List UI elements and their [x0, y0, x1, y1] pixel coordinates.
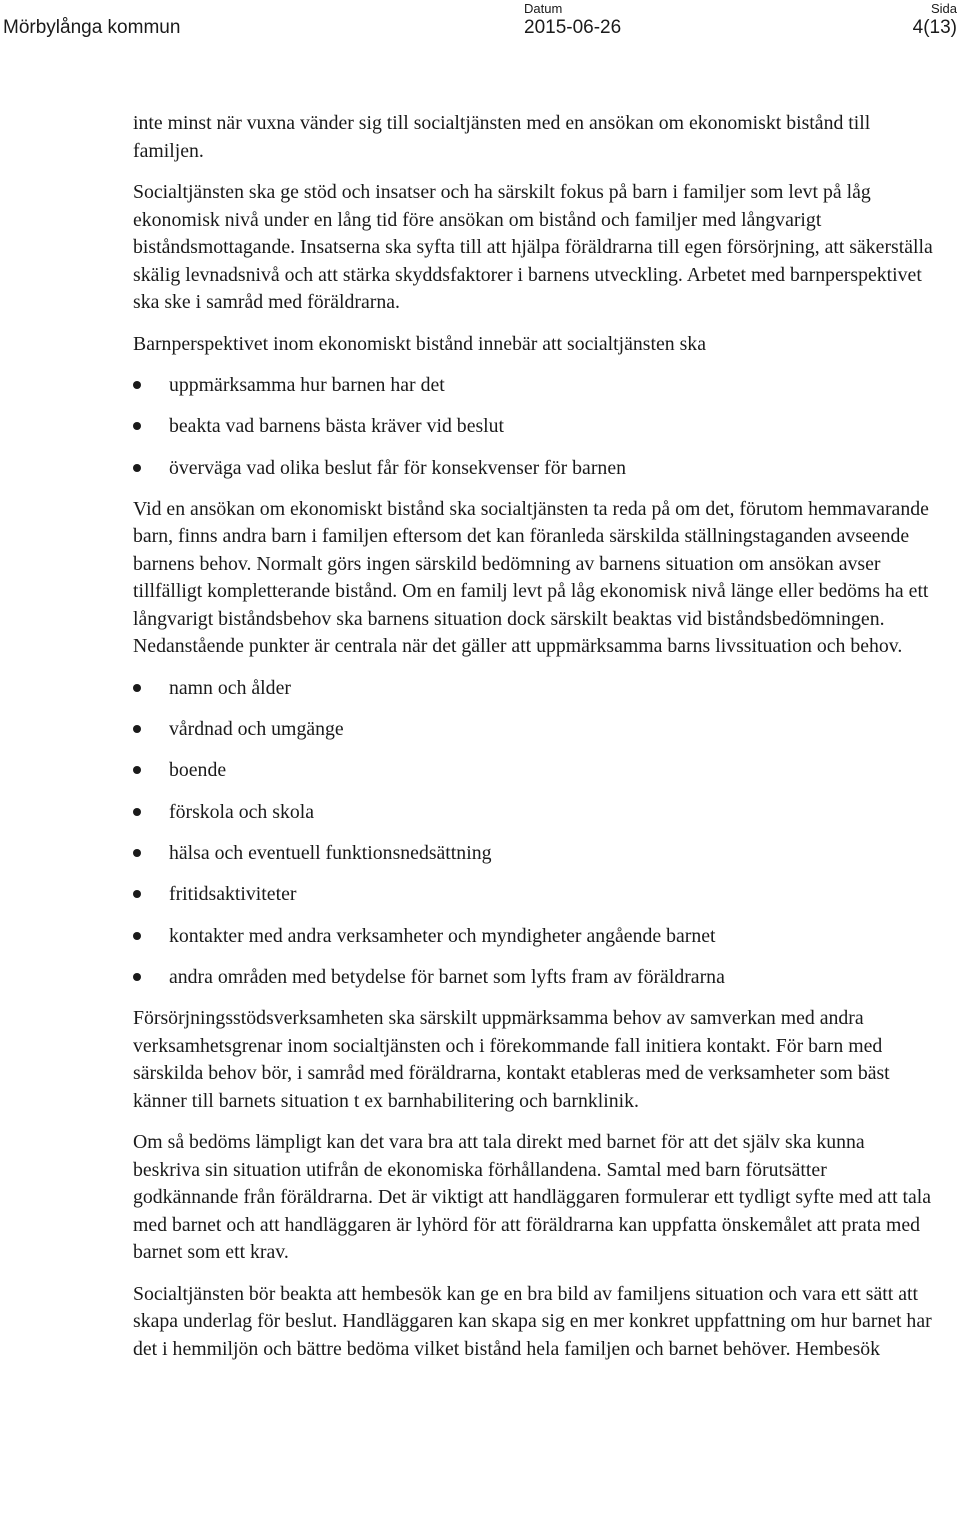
- page-label: Sida: [930, 1, 957, 16]
- list-item: boende: [133, 757, 933, 798]
- date-label: Datum: [524, 1, 563, 16]
- paragraph-6: Om så bedöms lämpligt kan det vara bra att tala direkt med barnet för att det själv ska kunna beskriva sin situation utifrån de ekonomiska förhållandena. Samtal med barn förutsätter godkännande från föräldrarna. Det är viktigt att handläggaren formulerar ett tydligt syfte med att tala med barnet och att handläggaren är lyhörd för att föräldrarna kan uppfatta önskemålet att prata med barnet som ett krav.: [133, 1131, 932, 1264]
- bullet-icon: [133, 684, 141, 692]
- list-item: överväga vad olika beslut får för konsekvenser för barnen: [133, 455, 933, 496]
- bullet-list-1: [133, 372, 933, 496]
- date-value: 2015-06-26: [524, 17, 622, 38]
- list-item: beakta vad barnens bästa kräver vid beslut: [133, 413, 933, 454]
- list-item: fritidsaktiviteter: [133, 881, 933, 922]
- paragraph-3: Barnperspektivet inom ekonomiskt bistånd innebär att socialtjänsten ska: [133, 332, 706, 355]
- document-body: [133, 110, 933, 1363]
- paragraph-2: Socialtjänsten ska ge stöd och insatser och ha särskilt fokus på barn i familjer som levt på låg ekonomisk nivå under en lång tid före ansökan om bistånd och familjer med långvarigt biståndsmottagande. Insatserna ska syfta till att hjälpa föräldrarna till egen försörjning, att säkerställa skälig levnadsnivå och att stärka skyddsfaktorer i barnens utveckling. Arbetet med barnperspektivet ska ske i samråd med föräldrarna.: [133, 181, 933, 313]
- bullet-icon: [133, 725, 141, 733]
- list-item: kontakter med andra verksamheter och myndigheter angående barnet: [133, 923, 933, 964]
- list-item: namn och ålder: [133, 675, 933, 716]
- bullet-icon: [133, 808, 141, 816]
- bullet-icon: [133, 932, 141, 940]
- paragraph-5: Försörjningsstödsverksamheten ska särskilt uppmärksamma behov av samverkan med andra verksamhetsgrenar inom socialtjänsten och i förekommande fall initiera kontakt. För barn med särskilda behov bör, i samråd med föräldrarna, kontakt etableras med de verksamheter som bäst känner till barnets situation t ex barnhabilitering och barnklinik.: [133, 1007, 890, 1112]
- list-item: vårdnad och umgänge: [133, 716, 933, 757]
- bullet-icon: [133, 381, 141, 389]
- bullet-icon: [133, 973, 141, 981]
- list-item: andra områden med betydelse för barnet som lyfts fram av föräldrarna: [133, 964, 933, 1005]
- bullet-icon: [133, 849, 141, 857]
- organization-name: Mörbylånga kommun: [3, 17, 181, 38]
- paragraph-4: Vid en ansökan om ekonomiskt bistånd ska socialtjänsten ta reda på om det, förutom hemmavarande barn, finns andra barn i familjen eftersom det kan föranleda särskilda ställningstaganden avseende barnens behov. Normalt görs ingen särskild bedömning av barnens situation om ansökan avser tillfälligt kompletterande bistånd. Om en familj levt på låg ekonomisk nivå länge eller bedöms ha ett långvarigt biståndsbehov ska barnens situation dock särskilt beaktas vid biståndsbedömningen. Nedanstående punkter är centrala när det gäller att uppmärksamma barns livssituation och behov.: [133, 497, 929, 658]
- paragraph-1: inte minst när vuxna vänder sig till socialtjänsten med en ansökan om ekonomiskt bistånd till familjen.: [133, 112, 871, 162]
- bullet-icon: [133, 422, 141, 430]
- bullet-icon: [133, 766, 141, 774]
- page-number: 4(13): [912, 17, 957, 38]
- list-item: förskola och skola: [133, 799, 933, 840]
- page-header: [0, 0, 960, 44]
- paragraph-7: Socialtjänsten bör beakta att hembesök kan ge en bra bild av familjens situation och vara ett sätt att skapa underlag för beslut. Handläggaren kan skapa sig en mer konkret uppfattning om hur barnet har det i hemmiljön och bättre bedöma vilket bistånd hela familjen och barnet behöver. Hembesök: [133, 1282, 932, 1360]
- list-item: hälsa och eventuell funktionsnedsättning: [133, 840, 933, 881]
- bullet-icon: [133, 464, 141, 472]
- bullet-list-2: [133, 675, 933, 1005]
- list-item: uppmärksamma hur barnen har det: [133, 372, 933, 413]
- bullet-icon: [133, 890, 141, 898]
